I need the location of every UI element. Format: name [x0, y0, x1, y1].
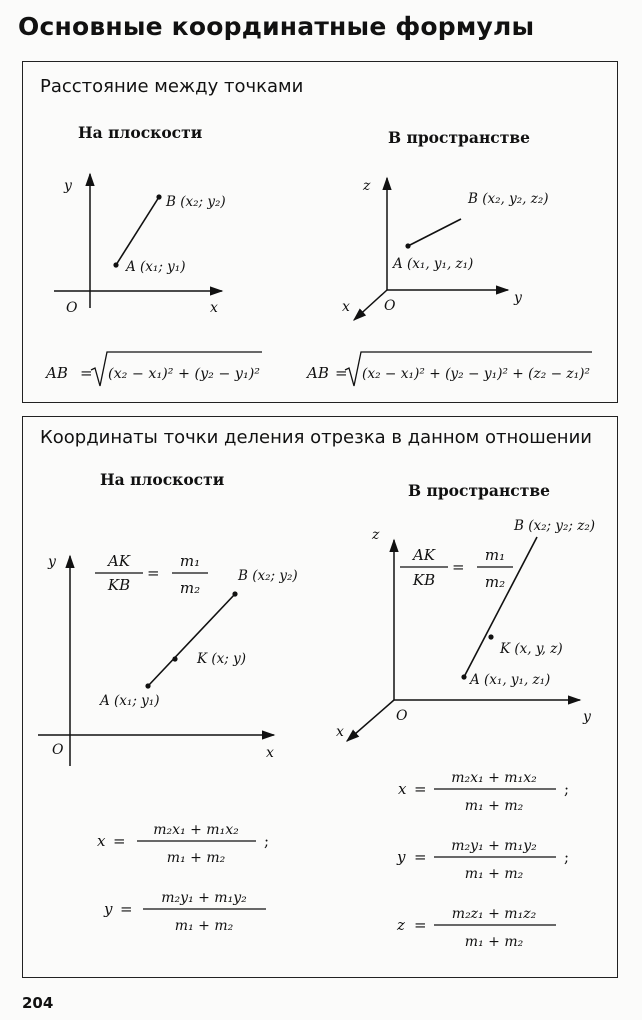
y-axis-label: y	[583, 709, 591, 725]
x-axis-label: x	[336, 724, 344, 740]
fx-lhs: x	[398, 780, 407, 798]
equals-sign: =	[80, 364, 93, 382]
ratio-den-right: m₂	[484, 573, 506, 591]
point-k-label: K (x; y)	[197, 651, 246, 667]
point-a-dot	[113, 262, 118, 267]
svg-text:=: =	[414, 780, 427, 798]
svg-text:=: =	[113, 832, 126, 850]
x-axis	[347, 700, 394, 741]
division-space-diagram	[336, 518, 595, 741]
page-title: Основные координатные формулы	[18, 12, 535, 41]
division-plane-label: На плоскости	[100, 470, 225, 489]
point-b-label: B (x₂, y₂, z₂)	[468, 191, 549, 207]
formula-rhs: (x₂ − x₁)² + (y₂ − y₁)²	[108, 366, 260, 382]
fx-denominator: m₁ + m₂	[464, 798, 524, 814]
fy-numerator: m₂y₁ + m₁y₂	[161, 890, 247, 906]
svg-text:=: =	[147, 564, 160, 582]
point-k-dot	[488, 634, 493, 639]
ratio-num-left: AK	[107, 552, 131, 570]
formula-rhs: (x₂ − x₁)² + (y₂ − y₁)² + (z₂ − z₁)²	[362, 366, 590, 382]
fy-lhs: y	[397, 848, 406, 866]
plane-x-formula	[97, 822, 269, 866]
fy-numerator: m₂y₁ + m₁y₂	[451, 838, 537, 854]
distance-plane-label: На плоскости	[78, 123, 203, 142]
ratio-den-left: KB	[412, 571, 436, 589]
origin-label: O	[396, 708, 408, 724]
plane-ratio-formula	[95, 552, 208, 597]
plane-y-formula	[103, 890, 266, 934]
point-a-label: A (x₁, y₁, z₁)	[393, 256, 474, 272]
svg-text:=: =	[452, 558, 465, 576]
formula-lhs: AB	[307, 364, 329, 382]
distance-space-formula	[305, 352, 592, 386]
fx-denominator: m₁ + m₂	[166, 850, 226, 866]
space-ratio-formula	[400, 546, 513, 591]
fx-numerator: m₂x₁ + m₁x₂	[451, 770, 537, 786]
ratio-num-right: m₁	[484, 546, 506, 564]
point-a-label: A (x₁, y₁, z₁)	[470, 672, 551, 688]
point-a-label: A (x₁; y₁)	[100, 693, 160, 709]
y-axis-label: y	[48, 554, 56, 570]
z-axis-label: z	[372, 527, 380, 543]
point-a-label: A (x₁; y₁)	[126, 259, 186, 275]
x-axis-label: x	[266, 745, 274, 761]
fx-tail: ;	[264, 832, 270, 850]
division-plane-diagram	[38, 554, 298, 766]
distance-space-label: В пространстве	[388, 128, 530, 147]
space-z-formula	[396, 906, 556, 950]
segment-ab	[408, 219, 461, 246]
distance-space-diagram	[342, 178, 549, 320]
x-axis-label: x	[342, 299, 350, 315]
x-axis	[354, 290, 387, 320]
distance-plane-formula	[44, 352, 262, 386]
space-x-formula	[398, 770, 569, 814]
point-k-dot	[172, 656, 177, 661]
svg-text:=: =	[120, 900, 133, 918]
y-axis-label: y	[64, 178, 72, 194]
point-b-label: B (x₂; y₂)	[238, 568, 298, 584]
distance-plane-diagram	[54, 174, 226, 316]
fz-lhs: z	[397, 916, 405, 934]
ratio-den-right: m₂	[179, 579, 201, 597]
fy-tail: ;	[564, 848, 570, 866]
fz-denominator: m₁ + m₂	[464, 934, 524, 950]
point-k-label: K (x, y, z)	[500, 641, 563, 657]
point-a-dot	[461, 674, 466, 679]
point-b-label: B (x₂; y₂; z₂)	[514, 518, 596, 534]
svg-text:=: =	[414, 848, 427, 866]
fx-lhs: x	[97, 832, 106, 850]
page-number: 204	[22, 994, 54, 1012]
point-a-dot	[145, 683, 150, 688]
distance-section-title: Расстояние между точками	[40, 76, 304, 97]
fx-numerator: m₂x₁ + m₁x₂	[153, 822, 239, 838]
origin-label: O	[52, 742, 64, 758]
division-section-title: Координаты точки деления отрезка в данном отношении	[40, 427, 592, 448]
equals-sign: =	[335, 364, 348, 382]
svg-text:=: =	[414, 916, 427, 934]
y-axis-label: y	[514, 290, 522, 306]
formula-lhs: AB	[46, 364, 68, 382]
fy-denominator: m₁ + m₂	[174, 918, 234, 934]
z-axis-label: z	[363, 178, 371, 194]
fz-numerator: m₂z₁ + m₁z₂	[451, 906, 537, 922]
origin-label: O	[384, 298, 396, 314]
x-axis-label: x	[210, 300, 218, 316]
segment-ab	[116, 197, 159, 265]
fy-denominator: m₁ + m₂	[464, 866, 524, 882]
fx-tail: ;	[564, 780, 570, 798]
point-b-dot	[232, 591, 237, 596]
ratio-num-right: m₁	[179, 552, 201, 570]
point-b-label: B (x₂; y₂)	[166, 194, 226, 210]
segment-ab	[148, 594, 235, 686]
fy-lhs: y	[104, 900, 113, 918]
ratio-num-left: AK	[412, 546, 436, 564]
origin-label: O	[66, 300, 78, 316]
point-a-dot	[405, 243, 410, 248]
space-y-formula	[396, 838, 569, 882]
point-b-dot	[156, 194, 161, 199]
division-space-label: В пространстве	[408, 481, 550, 500]
ratio-den-left: KB	[107, 576, 131, 594]
